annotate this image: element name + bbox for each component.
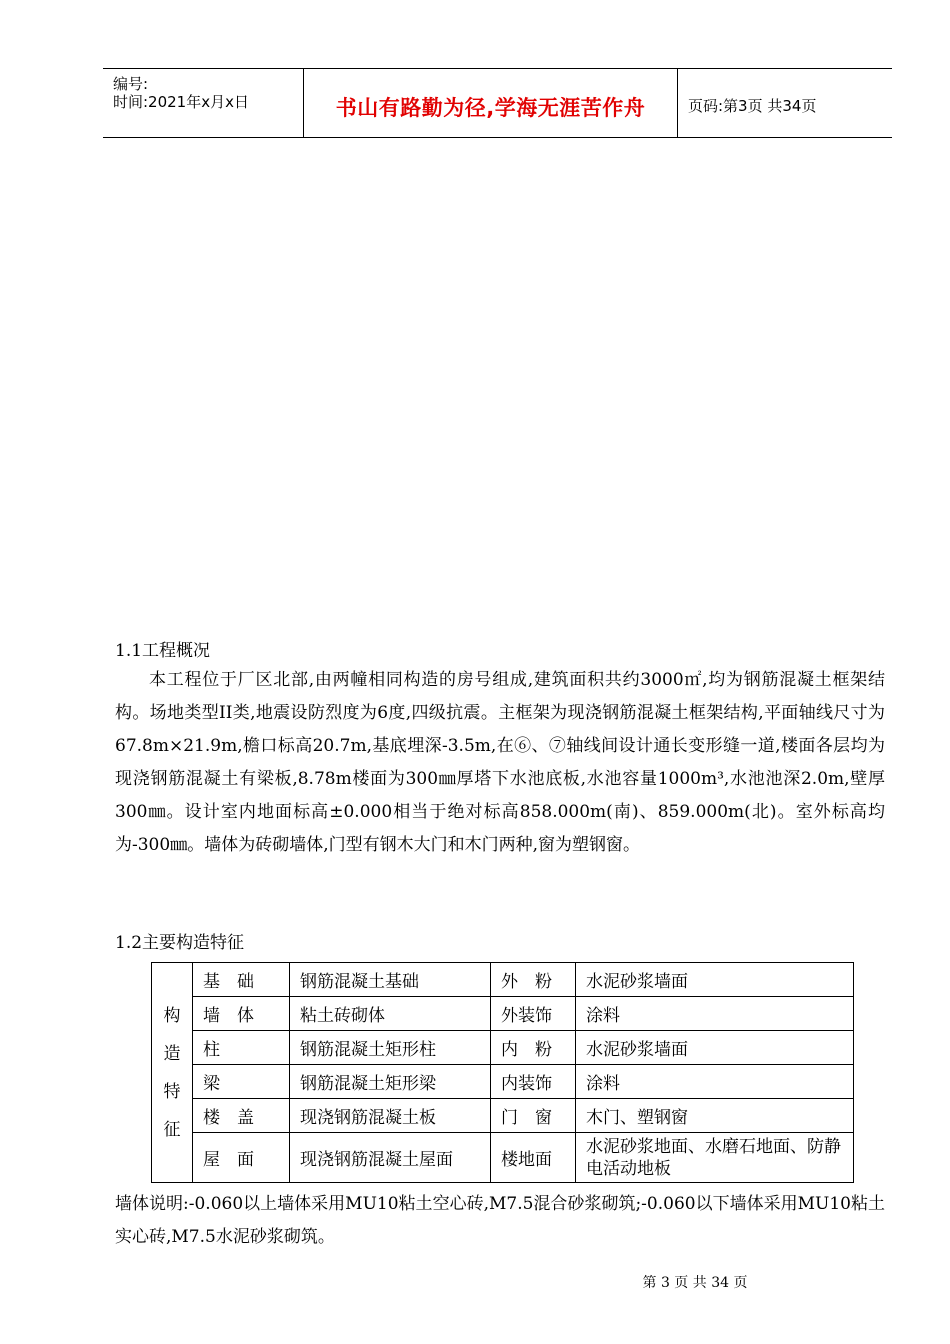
page-footer: 第 3 页 共 34 页: [642, 1275, 748, 1291]
table-cell: 钢筋混凝土矩形梁: [290, 1065, 491, 1099]
side-label-cell: [152, 963, 193, 1183]
overview-paragraph: 本工程位于厂区北部,由两幢相同构造的房号组成,建筑面积共约3000㎡,均为钢筋混凝土框架结构。场地类型II类,地震设防烈度为6度,四级抗震。主框架为现浇钢筋混凝土框架结构,平面轴线尺寸为67.8m×21.9m,檐口标高20.7m,基底埋深-3.5m,在⑥、⑦轴线间设计通长变形缝一道,楼面各层均为现浇钢筋混凝土有梁板,8.78m楼面为300㎜厚塔下水池底板,水池容量1000m³,水池池深2.0m,壁厚300㎜。设计室内地面标高±0.000相当于绝对标高858.000m(南)、859.000m(北)。室外标高均为-300㎜。墙体为砖砌墙体,门型有钢木大门和木门两种,窗为塑钢窗。: [115, 670, 885, 855]
header-page-label: 页码:第3页 共34页: [688, 97, 817, 115]
table-cell: 钢筋混凝土基础: [290, 963, 491, 997]
page-header: [103, 68, 892, 138]
table-cell: 内 粉: [491, 1031, 576, 1065]
table-cell: 涂料: [576, 1065, 854, 1099]
table-cell: 水泥砂浆地面、水磨石地面、防静电活动地板: [576, 1133, 854, 1183]
header-motto-cell: [304, 69, 678, 137]
table-row: [152, 1031, 854, 1065]
table-cell: 门 窗: [491, 1099, 576, 1133]
table-cell: 梁: [193, 1065, 290, 1099]
table-cell: 钢筋混凝土矩形柱: [290, 1031, 491, 1065]
side-char: 特: [163, 1081, 181, 1102]
number-label: 编号:: [113, 75, 149, 93]
table-cell: 外装饰: [491, 997, 576, 1031]
table-cell: 屋 面: [193, 1133, 290, 1183]
side-char: 造: [163, 1043, 181, 1064]
table-cell: 内装饰: [491, 1065, 576, 1099]
header-left-cell: [103, 69, 304, 137]
table-cell: 基 础: [193, 963, 290, 997]
table-cell: 粘土砖砌体: [290, 997, 491, 1031]
table-cell: 现浇钢筋混凝土屋面: [290, 1133, 491, 1183]
wall-note: 墙体说明:-0.060以上墙体采用MU10粘土空心砖,M7.5混合砂浆砌筑;-0.060以下墙体采用MU10粘土实心砖,M7.5水泥砂浆砌筑。: [115, 1194, 885, 1247]
table-row: [152, 1133, 854, 1183]
table-cell: 水泥砂浆墙面: [576, 1031, 854, 1065]
section-title-structure: 1.2主要构造特征: [115, 933, 245, 953]
time-label: 时间:2021年x月x日: [113, 93, 249, 111]
table-cell: 现浇钢筋混凝土板: [290, 1099, 491, 1133]
motto-text: 书山有路勤为径,学海无涯苦作舟: [335, 96, 646, 120]
side-char: 构: [163, 1005, 181, 1026]
table-cell: 墙 体: [193, 997, 290, 1031]
table-cell: 木门、塑钢窗: [576, 1099, 854, 1133]
table-cell: 柱: [193, 1031, 290, 1065]
table-row: [152, 1099, 854, 1133]
section-title-overview: 1.1工程概况: [115, 641, 211, 661]
table-cell: 楼地面: [491, 1133, 576, 1183]
table-row: [152, 963, 854, 997]
header-right-cell: [678, 69, 892, 137]
table-cell: 外 粉: [491, 963, 576, 997]
structure-table: [151, 962, 854, 1183]
table-cell: 涂料: [576, 997, 854, 1031]
side-char: 征: [163, 1119, 181, 1140]
table-cell: 水泥砂浆墙面: [576, 963, 854, 997]
table-cell: 楼 盖: [193, 1099, 290, 1133]
table-row: [152, 1065, 854, 1099]
table-row: [152, 997, 854, 1031]
